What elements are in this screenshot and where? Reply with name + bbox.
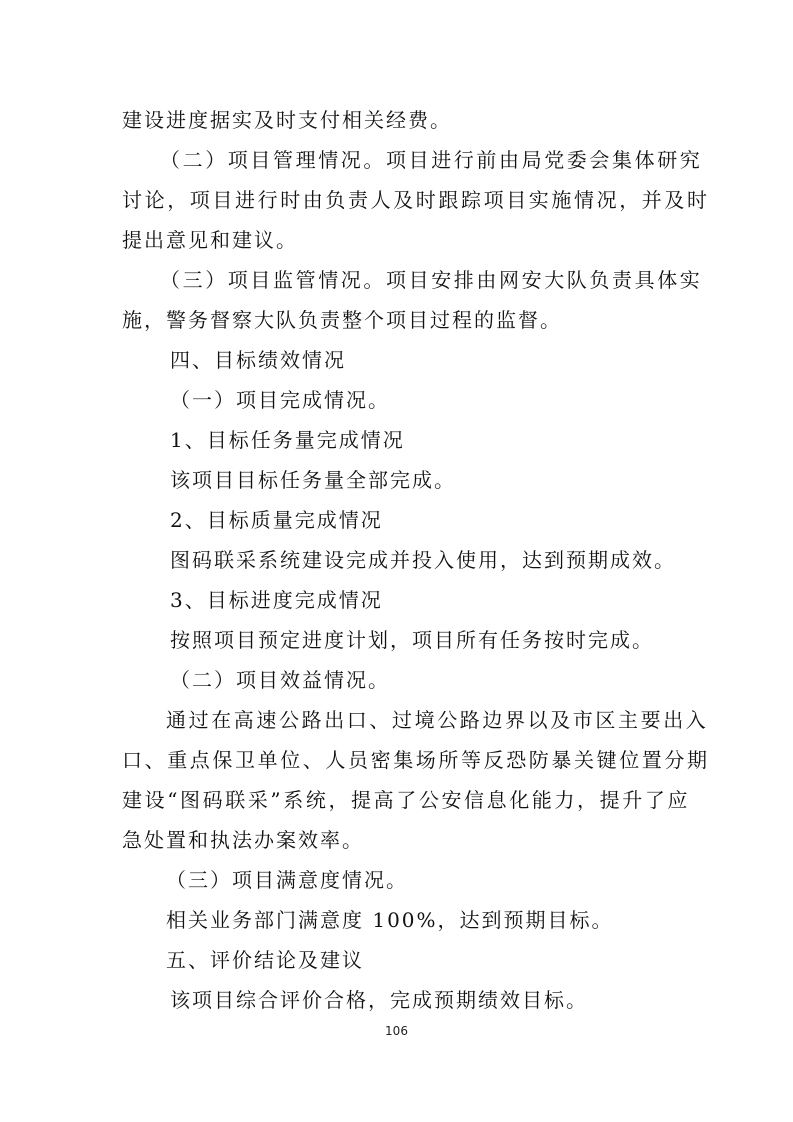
text-line: 建设“图码联采”系统，提高了公安信息化能力，提升了应 (122, 788, 691, 812)
text-line: 该项目综合评价合格，完成预期绩效目标。 (170, 988, 588, 1012)
item-heading: 1、目标任务量完成情况 (170, 428, 405, 452)
text-line: 提出意见和建议。 (122, 228, 298, 252)
text-line: 建设进度据实及时支付相关经费。 (122, 108, 452, 132)
subsection-heading: （三）项目满意度情况。 (166, 868, 408, 892)
text-line: 急处置和执法办案效率。 (122, 828, 364, 852)
text-line: 按照项目预定进度计划，项目所有任务按时完成。 (170, 628, 654, 652)
text-line: （三）项目监管情况。项目安排由网安大队负责具体实 (160, 268, 703, 292)
text-line: 该项目目标任务量全部完成。 (170, 468, 456, 492)
subsection-heading: （一）项目完成情况。 (170, 388, 390, 412)
text-line: 通过在高速公路出口、过境公路边界以及市区主要出入 (166, 708, 709, 732)
item-heading: 2、目标质量完成情况 (170, 508, 383, 532)
text-line: 施，警务督察大队负责整个项目过程的监督。 (122, 308, 562, 332)
text-line: 相关业务部门满意度 100%，达到预期目标。 (166, 908, 614, 932)
item-heading: 3、目标进度完成情况 (170, 588, 383, 612)
section-heading: 四、目标绩效情况 (170, 348, 346, 372)
page-number: 106 (385, 1024, 408, 1038)
text-line: 口、重点保卫单位、人员密集场所等反恐防暴关键位置分期 (122, 748, 710, 772)
text-line: （二）项目管理情况。项目进行前由局党委会集体研究 (160, 148, 703, 172)
section-heading: 五、评价结论及建议 (166, 948, 364, 972)
text-line: 讨论，项目进行时由负责人及时跟踪项目实施情况，并及时 (122, 188, 710, 212)
text-line: 图码联采系统建设完成并投入使用，达到预期成效。 (170, 548, 676, 572)
subsection-heading: （二）项目效益情况。 (170, 668, 390, 692)
